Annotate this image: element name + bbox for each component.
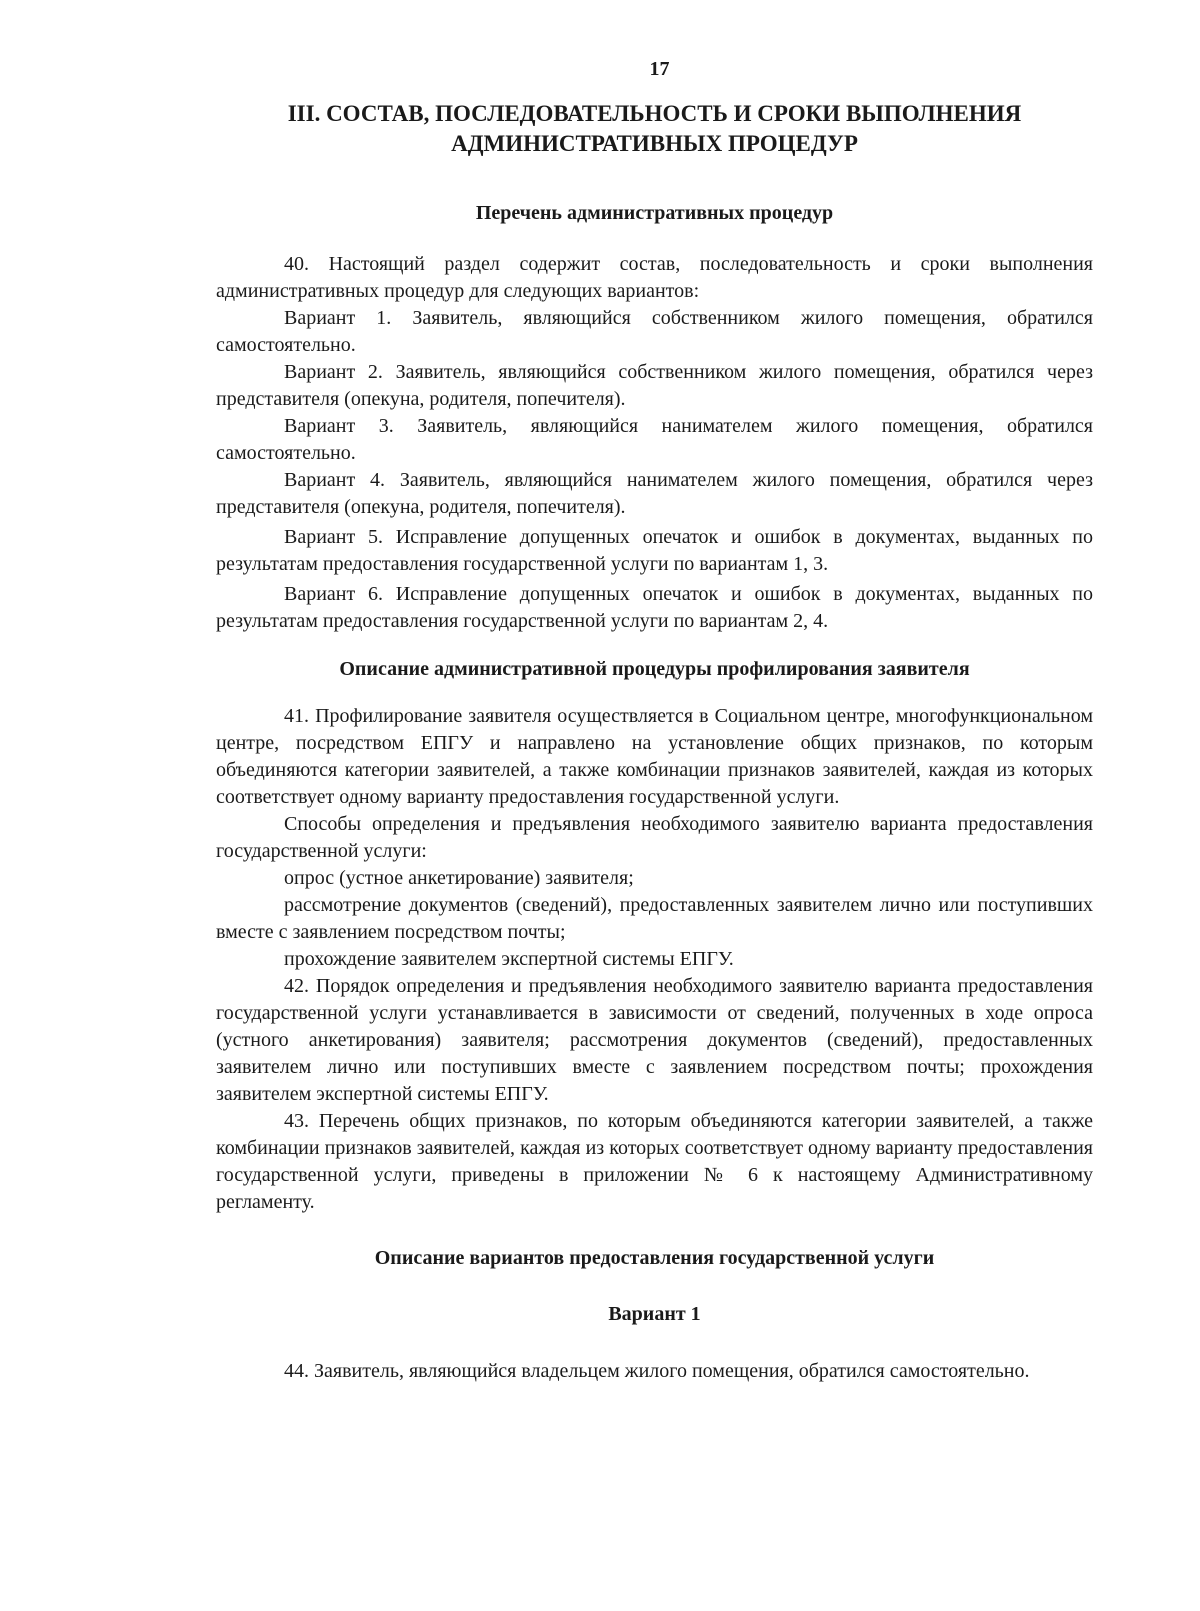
paragraph-method-documents: рассмотрение документов (сведений), предоставленных заявителем лично или поступивших вместе с заявлением посредством почты; <box>216 894 1093 943</box>
section-profiling <box>216 703 1093 1216</box>
variant-6-description: Вариант 6. Исправление допущенных опечаток и ошибок в документах, выданных по результатам предоставления государственной услуги по вариантам 2, 4. <box>216 583 1093 632</box>
paragraph-40: 40. Настоящий раздел содержит состав, последовательность и сроки выполнения административных процедур для следующих вариантов: <box>216 253 1093 302</box>
paragraph-41: 41. Профилирование заявителя осуществляется в Социальном центре, многофункциональном центре, посредством ЕПГУ и направлено на установление общих признаков, по которым объединяются категории заявителей, а также комбинации признаков заявителей, каждая из которых соответствует одному варианту предоставления государственной услуги. <box>216 705 1093 808</box>
variant-1-description: Вариант 1. Заявитель, являющийся собственником жилого помещения, обратился самостоятельно. <box>216 307 1093 356</box>
main-title <box>216 99 1093 159</box>
section-variant-1 <box>216 1358 1093 1385</box>
variant-4-description: Вариант 4. Заявитель, являющийся нанимателем жилого помещения, обратился через представителя (опекуна, родителя, попечителя). <box>216 469 1093 518</box>
main-title-line-2: АДМИНИСТРАТИВНЫХ ПРОЦЕДУР <box>451 131 858 156</box>
section-title-variants-description: Описание вариантов предоставления государственной услуги <box>374 1247 935 1269</box>
page-number: 17 <box>649 58 670 80</box>
variant-2-description: Вариант 2. Заявитель, являющийся собственником жилого помещения, обратился через представителя (опекуна, родителя, попечителя). <box>216 361 1093 410</box>
variant-3-description: Вариант 3. Заявитель, являющийся нанимателем жилого помещения, обратился самостоятельно. <box>216 415 1093 464</box>
paragraph-43: 43. Перечень общих признаков, по которым объединяются категории заявителей, а также комбинации признаков заявителей, каждая из которых соответствует одному варианту предоставления государственной услуги, приведены в приложении № 6 к настоящему Административному регламенту. <box>216 1110 1093 1213</box>
paragraph-methods-intro: Способы определения и предъявления необходимого заявителю варианта предоставления государственной услуги: <box>216 813 1093 862</box>
section-title-profiling: Описание административной процедуры профилирования заявителя <box>339 658 970 680</box>
section-title-procedures-list: Перечень административных процедур <box>475 202 834 224</box>
paragraph-method-survey: опрос (устное анкетирование) заявителя; <box>284 867 634 889</box>
section-title-variant-1: Вариант 1 <box>608 1303 701 1325</box>
section-procedures-list <box>216 251 1093 635</box>
variant-5-description: Вариант 5. Исправление допущенных опечаток и ошибок в документах, выданных по результатам предоставления государственной услуги по вариантам 1, 3. <box>216 526 1093 575</box>
paragraph-method-expert-system: прохождение заявителем экспертной системы ЕПГУ. <box>284 948 734 970</box>
main-title-line-1: III. СОСТАВ, ПОСЛЕДОВАТЕЛЬНОСТЬ И СРОКИ ВЫПОЛНЕНИЯ <box>287 101 1022 126</box>
paragraph-44: 44. Заявитель, являющийся владельцем жилого помещения, обратился самостоятельно. <box>284 1360 1030 1382</box>
paragraph-42: 42. Порядок определения и предъявления необходимого заявителю варианта предоставления государственной услуги устанавливается в зависимости от сведений, полученных в ходе опроса (устного анкетирования) заявителя; рассмотрения документов (сведений), предоставленных заявителем лично или поступивших вместе с заявлением посредством почты; прохождения заявителем экспертной системы ЕПГУ. <box>216 975 1093 1105</box>
